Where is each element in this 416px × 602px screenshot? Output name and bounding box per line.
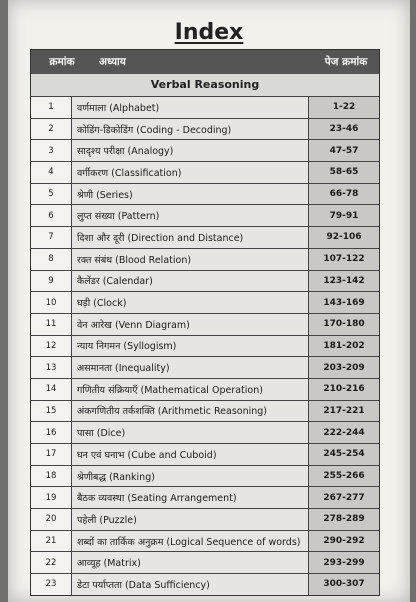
table-row [31, 140, 379, 162]
row-pages: 58-65 [309, 162, 379, 183]
row-pages: 222-244 [309, 422, 379, 443]
row-chapter: डेटा पर्याप्तता (Data Sufficiency) [72, 574, 309, 595]
table-row [31, 574, 379, 595]
row-chapter: श्रेणीबद्ध (Ranking) [72, 466, 309, 487]
row-chapter: बैठक व्यवस्था (Seating Arrangement) [72, 487, 309, 508]
row-serial: 2 [31, 119, 72, 140]
row-serial: 6 [31, 205, 72, 226]
row-pages: 293-299 [309, 552, 379, 573]
row-pages: 255-266 [309, 466, 379, 487]
row-pages: 23-46 [309, 119, 379, 140]
row-serial: 10 [31, 292, 72, 313]
header-page: पेज क्रमांक [324, 56, 368, 68]
row-chapter: असमानता (Inequality) [72, 357, 309, 378]
table-row [31, 336, 379, 358]
row-pages: 1-22 [309, 97, 379, 118]
row-serial: 7 [31, 227, 72, 248]
row-chapter: पहेली (Puzzle) [72, 509, 309, 530]
row-serial: 16 [31, 422, 72, 443]
table-row [31, 509, 379, 531]
row-chapter: घड़ी (Clock) [72, 292, 309, 313]
row-serial: 19 [31, 487, 72, 508]
row-chapter: अंकगणितीय तर्कशक्ति (Arithmetic Reasoning) [72, 401, 309, 422]
row-chapter: वर्गीकरण (Classification) [72, 162, 309, 183]
row-pages: 170-180 [309, 314, 379, 335]
row-pages: 290-292 [309, 531, 379, 552]
table-row [31, 97, 379, 119]
section-heading: Verbal Reasoning [31, 74, 379, 97]
row-pages: 47-57 [309, 140, 379, 161]
row-pages: 278-289 [309, 509, 379, 530]
index-table [30, 49, 380, 596]
row-serial: 18 [31, 466, 72, 487]
row-chapter: गणितीय संक्रियाएँ (Mathematical Operation) [72, 379, 309, 400]
table-row [31, 487, 379, 509]
row-chapter: कैलेंडर (Calendar) [72, 271, 309, 292]
table-row [31, 205, 379, 227]
row-serial: 8 [31, 249, 72, 270]
row-pages: 107-122 [309, 249, 379, 270]
row-chapter: कोडिंग-डिकोडिंग (Coding - Decoding) [72, 119, 309, 140]
table-row [31, 357, 379, 379]
row-chapter: श्रेणी (Series) [72, 184, 309, 205]
table-row [31, 444, 379, 466]
header-serial: क्रमांक [49, 56, 75, 68]
row-pages: 217-221 [309, 401, 379, 422]
table-row [31, 292, 379, 314]
table-row [31, 531, 379, 553]
table-row [31, 227, 379, 249]
row-serial: 23 [31, 574, 72, 595]
table-row [31, 401, 379, 423]
book-page [8, 0, 410, 602]
row-serial: 1 [31, 97, 72, 118]
table-header [31, 50, 379, 74]
row-serial: 4 [31, 162, 72, 183]
row-chapter: रक्त संबंध (Blood Relation) [72, 249, 309, 270]
row-serial: 9 [31, 271, 72, 292]
row-pages: 210-216 [309, 379, 379, 400]
row-chapter: घन एवं घनाभ (Cube and Cuboid) [72, 444, 309, 465]
row-chapter: दिशा और दूरी (Direction and Distance) [72, 227, 309, 248]
row-chapter: आव्यूह (Matrix) [72, 552, 309, 573]
row-pages: 123-142 [309, 271, 379, 292]
row-serial: 3 [31, 140, 72, 161]
row-serial: 20 [31, 509, 72, 530]
row-chapter: न्याय निगमन (Syllogism) [72, 336, 309, 357]
row-serial: 12 [31, 336, 72, 357]
row-pages: 92-106 [309, 227, 379, 248]
page-title: Index [174, 20, 244, 45]
row-chapter: वेन आरेख (Venn Diagram) [72, 314, 309, 335]
table-row [31, 119, 379, 141]
row-serial: 22 [31, 552, 72, 573]
row-chapter: पासा (Dice) [72, 422, 309, 443]
row-serial: 21 [31, 531, 72, 552]
table-body [31, 97, 379, 595]
row-pages: 245-254 [309, 444, 379, 465]
table-row [31, 314, 379, 336]
row-serial: 13 [31, 357, 72, 378]
table-row [31, 552, 379, 574]
row-serial: 17 [31, 444, 72, 465]
table-row [31, 162, 379, 184]
row-serial: 14 [31, 379, 72, 400]
row-pages: 203-209 [309, 357, 379, 378]
table-row [31, 466, 379, 488]
row-chapter: लुप्त संख्या (Pattern) [72, 205, 309, 226]
table-row [31, 249, 379, 271]
row-pages: 143-169 [309, 292, 379, 313]
row-pages: 181-202 [309, 336, 379, 357]
table-row [31, 422, 379, 444]
table-row [31, 271, 379, 293]
row-serial: 5 [31, 184, 72, 205]
header-chapter: अध्याय [99, 56, 126, 68]
row-chapter: सादृश्य परीक्षा (Analogy) [72, 140, 309, 161]
row-chapter: वर्णमाला (Alphabet) [72, 97, 309, 118]
row-pages: 267-277 [309, 487, 379, 508]
row-serial: 15 [31, 401, 72, 422]
row-chapter: शब्दों का तार्किक अनुक्रम (Logical Sequence of words) [72, 531, 309, 552]
table-row [31, 379, 379, 401]
table-row [31, 184, 379, 206]
row-serial: 11 [31, 314, 72, 335]
row-pages: 79-91 [309, 205, 379, 226]
row-pages: 300-307 [309, 574, 379, 595]
row-pages: 66-78 [309, 184, 379, 205]
